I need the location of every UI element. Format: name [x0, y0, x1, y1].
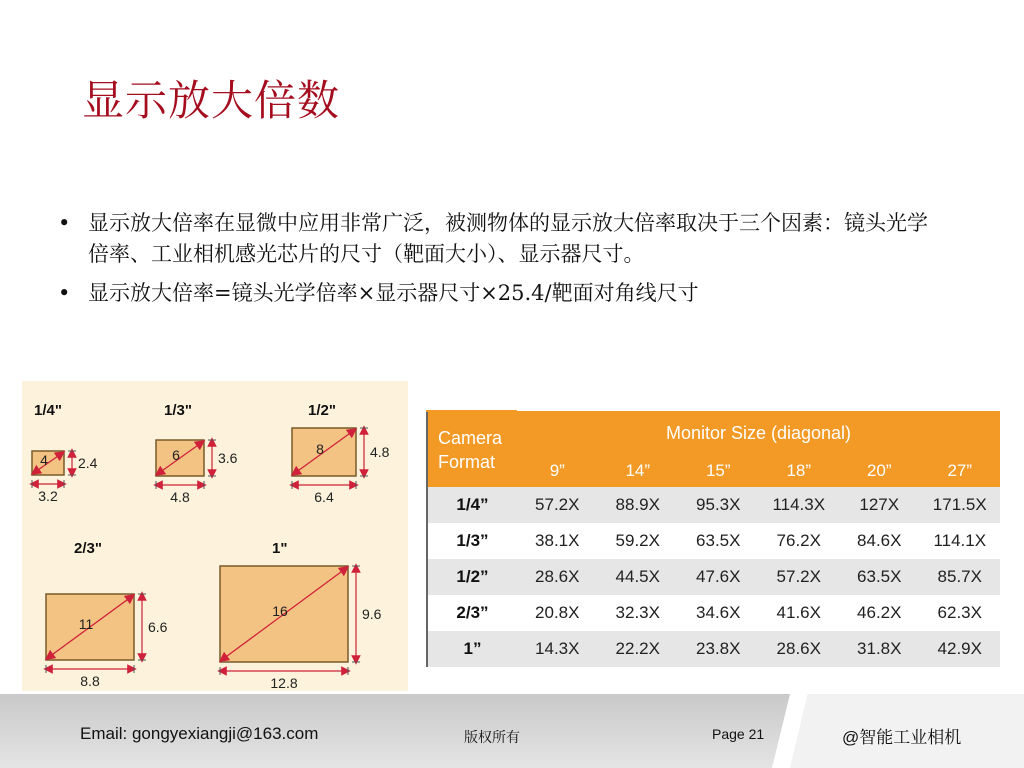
sensor-format-label: 1/2"	[308, 402, 336, 419]
magnification-cell: 23.8X	[678, 631, 759, 667]
sensor-format-group	[46, 540, 168, 689]
width-label: 3.2	[38, 488, 58, 504]
magnification-cell: 88.9X	[598, 487, 679, 523]
magnification-cell: 114.3X	[759, 487, 840, 523]
monitor-size-header: Monitor Size (diagonal)	[517, 411, 1000, 455]
sensor-format-group	[156, 402, 238, 505]
magnification-cell: 46.2X	[839, 595, 920, 631]
magnification-table	[426, 410, 1000, 667]
slide-title: 显示放大倍数	[82, 76, 341, 125]
magnification-cell: 41.6X	[759, 595, 840, 631]
magnification-cell: 34.6X	[678, 595, 759, 631]
sensor-size-diagram	[22, 381, 408, 691]
monitor-size-column-header: 27”	[920, 455, 1001, 487]
diagonal-label: 16	[272, 603, 288, 619]
magnification-cell: 95.3X	[678, 487, 759, 523]
magnification-cell: 76.2X	[759, 523, 840, 559]
magnification-cell: 31.8X	[839, 631, 920, 667]
sensor-size-figure	[22, 381, 408, 691]
magnification-cell: 44.5X	[598, 559, 679, 595]
sensor-format-label: 1/3"	[164, 402, 192, 419]
magnification-cell: 47.6X	[678, 559, 759, 595]
magnification-cell: 171.5X	[920, 487, 1001, 523]
width-label: 8.8	[80, 673, 100, 689]
magnification-cell: 63.5X	[678, 523, 759, 559]
diagonal-label: 6	[172, 447, 180, 463]
magnification-cell: 42.9X	[920, 631, 1001, 667]
diagonal-label: 8	[316, 441, 324, 457]
monitor-size-column-header: 14”	[598, 455, 679, 487]
sensor-format-label: 2/3"	[74, 540, 102, 557]
magnification-cell: 14.3X	[517, 631, 598, 667]
camera-format-cell: 2/3”	[427, 595, 517, 631]
bullet-text: 显示放大倍率在显微中应用非常广泛，被测物体的显示放大倍率取决于三个因素：镜头光学倍率、工业相机感光芯片的尺寸（靶面大小）、显示器尺寸。	[88, 211, 928, 266]
footer-page-number: Page 21	[712, 726, 765, 742]
magnification-cell: 59.2X	[598, 523, 679, 559]
bullet-item	[58, 208, 938, 270]
footer-brand: @智能工业相机	[842, 728, 962, 747]
camera-format-header: Camera Format	[427, 411, 517, 487]
magnification-cell: 127X	[839, 487, 920, 523]
table-row	[427, 631, 1000, 667]
magnification-cell: 114.1X	[920, 523, 1001, 559]
camera-format-cell: 1/4”	[427, 487, 517, 523]
camera-format-cell: 1/2”	[427, 559, 517, 595]
bullet-dot: •	[58, 281, 71, 305]
magnification-cell: 32.3X	[598, 595, 679, 631]
bullet-item	[58, 278, 938, 309]
table-row	[427, 559, 1000, 595]
sensor-format-group	[292, 402, 390, 505]
magnification-cell: 63.5X	[839, 559, 920, 595]
diagonal-label: 11	[78, 616, 94, 632]
monitor-size-column-header: 9”	[517, 455, 598, 487]
bullet-dot: •	[58, 211, 71, 235]
magnification-cell: 28.6X	[759, 631, 840, 667]
magnification-cell: 22.2X	[598, 631, 679, 667]
width-label: 12.8	[270, 675, 298, 691]
height-label: 6.6	[148, 619, 168, 635]
table-row	[427, 487, 1000, 523]
table-row	[427, 595, 1000, 631]
magnification-cell: 85.7X	[920, 559, 1001, 595]
sensor-format-label: 1"	[272, 540, 288, 557]
magnification-cell: 57.2X	[517, 487, 598, 523]
height-label: 4.8	[370, 444, 390, 460]
footer-copyright: 版权所有	[464, 729, 520, 745]
magnification-cell: 20.8X	[517, 595, 598, 631]
bullet-list	[58, 208, 938, 317]
bullet-text: 显示放大倍率=镜头光学倍率×显示器尺寸×25.4/靶面对角线尺寸	[88, 281, 699, 305]
magnification-cell: 28.6X	[517, 559, 598, 595]
magnification-cell: 62.3X	[920, 595, 1001, 631]
monitor-size-column-header: 20”	[839, 455, 920, 487]
sensor-format-label: 1/4"	[34, 402, 62, 419]
height-label: 2.4	[78, 455, 98, 471]
magnification-cell: 57.2X	[759, 559, 840, 595]
sensor-format-group	[220, 540, 382, 691]
table-row	[427, 523, 1000, 559]
width-label: 6.4	[314, 489, 334, 505]
footer-email: Email: gongyexiangji@163.com	[80, 724, 319, 743]
camera-format-cell: 1/3”	[427, 523, 517, 559]
magnification-cell: 38.1X	[517, 523, 598, 559]
height-label: 9.6	[362, 606, 382, 622]
height-label: 3.6	[218, 450, 238, 466]
width-label: 4.8	[170, 489, 190, 505]
monitor-size-column-header: 18”	[759, 455, 840, 487]
camera-format-cell: 1”	[427, 631, 517, 667]
monitor-size-column-header: 15”	[678, 455, 759, 487]
magnification-cell: 84.6X	[839, 523, 920, 559]
diagonal-label: 4	[40, 452, 48, 468]
sensor-format-group	[32, 402, 98, 504]
